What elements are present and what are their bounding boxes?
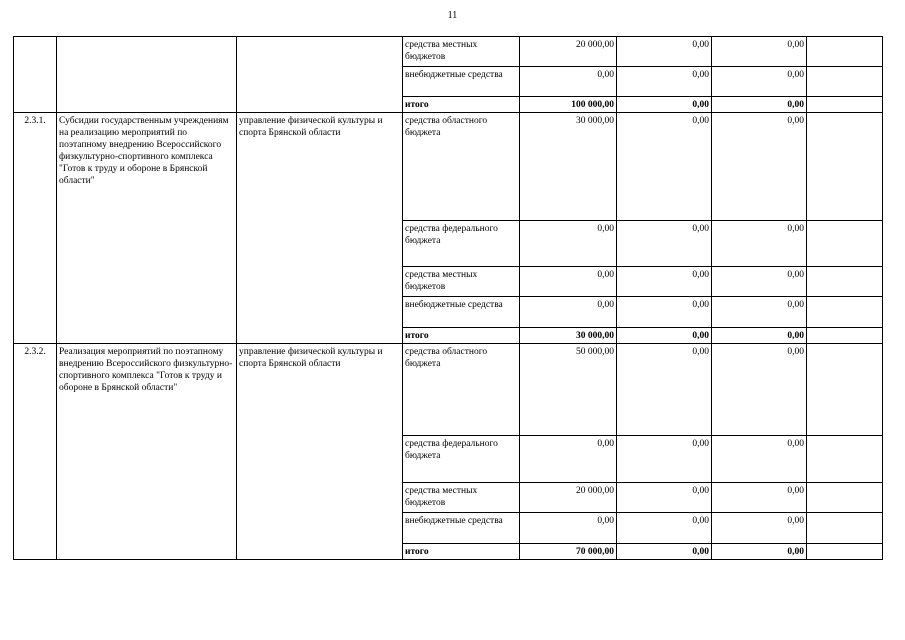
value-cell: 0,00	[617, 221, 712, 267]
value-cell: 0,00	[712, 544, 807, 560]
value-cell: 0,00	[617, 37, 712, 67]
value-cell: 100 000,00	[520, 97, 617, 113]
blank-cell	[807, 37, 883, 67]
value-cell: 0,00	[712, 483, 807, 513]
source-cell: средства федерального бюджета	[403, 221, 520, 267]
value-cell: 0,00	[520, 67, 617, 97]
source-cell: итого	[403, 544, 520, 560]
source-cell: внебюджетные средства	[403, 513, 520, 544]
value-cell: 0,00	[617, 328, 712, 344]
blank-cell	[807, 221, 883, 267]
value-cell: 0,00	[712, 67, 807, 97]
source-cell: средства местных бюджетов	[403, 37, 520, 67]
value-cell: 0,00	[712, 328, 807, 344]
value-cell: 0,00	[712, 221, 807, 267]
value-cell: 0,00	[520, 267, 617, 297]
blank-cell	[807, 97, 883, 113]
value-cell: 0,00	[712, 267, 807, 297]
value-cell: 70 000,00	[520, 544, 617, 560]
value-cell: 0,00	[712, 344, 807, 436]
source-cell: итого	[403, 97, 520, 113]
source-cell: средства местных бюджетов	[403, 267, 520, 297]
table-row	[14, 37, 883, 67]
blank-cell	[807, 267, 883, 297]
value-cell: 0,00	[712, 113, 807, 221]
value-cell: 0,00	[617, 544, 712, 560]
blank-cell	[807, 483, 883, 513]
value-cell: 0,00	[712, 513, 807, 544]
blank-cell	[807, 297, 883, 328]
value-cell: 20 000,00	[520, 483, 617, 513]
blank-cell	[807, 344, 883, 436]
code-cell: 2.3.2.	[14, 344, 57, 560]
value-cell: 0,00	[712, 97, 807, 113]
value-cell: 30 000,00	[520, 328, 617, 344]
blank-cell	[807, 67, 883, 97]
value-cell: 0,00	[617, 344, 712, 436]
source-cell: средства федерального бюджета	[403, 436, 520, 483]
blank-cell	[807, 513, 883, 544]
code-cell	[14, 37, 57, 113]
source-cell: средства областного бюджета	[403, 113, 520, 221]
value-cell: 0,00	[520, 436, 617, 483]
blank-cell	[807, 113, 883, 221]
executor-cell	[237, 37, 403, 113]
value-cell: 0,00	[617, 436, 712, 483]
table-row	[14, 113, 883, 221]
value-cell: 0,00	[617, 67, 712, 97]
source-cell: средства местных бюджетов	[403, 483, 520, 513]
name-cell: Субсидии государственным учреждениям на реализацию мероприятий по поэтапному внедрению Всероссийского физкультурно-спортивного комплекса "Готов к труду и обороне в Брянской области"	[57, 113, 237, 344]
table-row	[14, 344, 883, 436]
value-cell: 0,00	[520, 513, 617, 544]
value-cell: 0,00	[617, 267, 712, 297]
source-cell: внебюджетные средства	[403, 67, 520, 97]
value-cell: 50 000,00	[520, 344, 617, 436]
name-cell: Реализация мероприятий по поэтапному внедрению Всероссийского физкультурно-спортивного комплекса "Готов к труду и обороне в Брянской области"	[57, 344, 237, 560]
value-cell: 0,00	[617, 97, 712, 113]
value-cell: 0,00	[617, 483, 712, 513]
source-cell: итого	[403, 328, 520, 344]
value-cell: 0,00	[520, 297, 617, 328]
value-cell: 0,00	[520, 221, 617, 267]
value-cell: 0,00	[617, 297, 712, 328]
value-cell: 0,00	[617, 113, 712, 221]
name-cell	[57, 37, 237, 113]
page-number: 11	[447, 10, 458, 21]
blank-cell	[807, 544, 883, 560]
source-cell: внебюджетные средства	[403, 297, 520, 328]
value-cell: 20 000,00	[520, 37, 617, 67]
value-cell: 0,00	[712, 297, 807, 328]
value-cell: 30 000,00	[520, 113, 617, 221]
executor-cell: управление физической культуры и спорта Брянской области	[237, 344, 403, 560]
source-cell: средства областного бюджета	[403, 344, 520, 436]
code-cell: 2.3.1.	[14, 113, 57, 344]
value-cell: 0,00	[712, 37, 807, 67]
value-cell: 0,00	[617, 513, 712, 544]
budget-table	[13, 36, 883, 560]
executor-cell: управление физической культуры и спорта Брянской области	[237, 113, 403, 344]
blank-cell	[807, 436, 883, 483]
value-cell: 0,00	[712, 436, 807, 483]
blank-cell	[807, 328, 883, 344]
